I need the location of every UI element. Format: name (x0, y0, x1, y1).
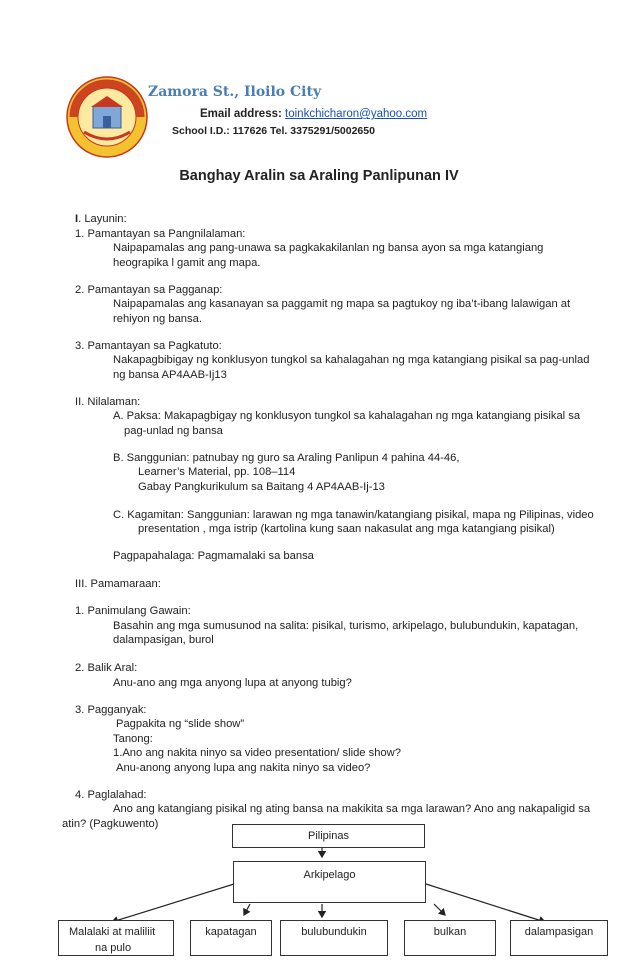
body-line: I. Layunin: (75, 213, 127, 225)
body-line: 1.Ano ang nakita ninyo sa video presentation/ slide show? (113, 747, 401, 759)
diagram-leaf-kapatagan (190, 920, 272, 956)
roman-numeral: I (75, 213, 79, 225)
school-address: Zamora St., Iloilo City (148, 84, 322, 100)
school-id: School I.D.: 117626 Tel. 3375291/5002650 (172, 125, 375, 137)
diagram-leaf-dalampasigan (510, 920, 608, 956)
body-line: atin? (Pagkuwento) (62, 818, 159, 830)
body-line: B. Sanggunian: patnubay ng guro sa Araling Panlipun 4 pahina 44-46, (113, 452, 460, 464)
diagram-leaf-bulkan (404, 920, 496, 956)
body-line: Anu-anong anyong lupa ang nakita ninyo sa video? (116, 762, 371, 774)
email-label: Email address: (200, 108, 282, 120)
diagram-leaf-pulo (58, 920, 174, 956)
body-line: Anu-ano ang mga anyong lupa at anyong tubig? (113, 677, 352, 689)
diagram-box-arkipelago-label: Arkipelago (303, 869, 356, 881)
body-line: Ano ang katangiang pisikal ng ating bansa na makikita sa mga larawan? Ano ang nakapaligid sa (113, 803, 591, 815)
body-line: C. Kagamitan: Sanggunian: larawan ng mga tanawin/katangiang pisikal, mapa ng Pilipinas, video (113, 509, 594, 521)
body-line: Pagpapahalaga: Pagmamalaki sa bansa (113, 550, 314, 562)
body-line: 1. Pamantayan sa Pangnilalaman: (75, 228, 246, 240)
body-line: Pagpakita ng “slide show” (116, 718, 245, 730)
body-line: 1. Panimulang Gawain: (75, 605, 191, 617)
diagram-leaf-bulubundukin (280, 920, 388, 956)
diagram-leaf-dalampasigan-label: dalampasigan (524, 926, 594, 938)
body-line: 3. Pagganyak: (75, 704, 147, 716)
body-line: A. Paksa: Makapagbigay ng konklusyon tungkol sa kahalagahan ng mga katangiang pisikal sa (113, 410, 581, 422)
email-line (200, 108, 427, 120)
body-line: pag-unlad ng bansa (124, 425, 223, 437)
body-line: presentation , mga istrip (kartolina kung saan nakasulat ang mga katangiang pisikal) (138, 523, 555, 535)
body-line: 4. Paglalahad: (75, 789, 147, 801)
diagram-box-arkipelago (233, 861, 426, 903)
body-line: rehiyon ng bansa. (113, 313, 202, 325)
body-line: dalampasigan, burol (113, 634, 214, 646)
email-link[interactable]: toinkchicharon@yahoo.com (285, 108, 428, 120)
body-line: heograpika l gamit ang mapa. (113, 257, 261, 269)
diagram-leaf-bulubundukin-label: bulubundukin (301, 926, 367, 938)
body-line: II. Nilalaman: (75, 396, 141, 408)
diagram-box-pilipinas-label: Pilipinas (308, 830, 349, 842)
body-line: III. Pamamaraan: (75, 578, 161, 590)
body-line: Gabay Pangkurikulum sa Baitang 4 AP4AAB-Ij-13 (138, 481, 385, 493)
body-line: ng bansa AP4AAB-Ij13 (113, 369, 227, 381)
diagram-leaf-kapatagan-label: kapatagan (205, 926, 257, 938)
diagram-leaf-bulkan-label: bulkan (433, 926, 467, 938)
body-line: Basahin ang mga sumusunod na salita: pisikal, turismo, arkipelago, bulubundukin, kapatagan, (113, 620, 579, 632)
diagram-leaf-pulo-line2: na pulo (95, 942, 132, 954)
body-line: 2. Pamantayan sa Pagganap: (75, 284, 223, 296)
diagram-box-pilipinas (232, 824, 425, 848)
body-line: 2. Balik Aral: (75, 662, 138, 674)
school-logo (66, 76, 148, 158)
body-line: Learner’s Material, pp. 108–114 (138, 466, 296, 478)
diagram-leaf-pulo-line1: Malalaki at maliliit (69, 926, 156, 938)
document-title: Banghay Aralin sa Araling Panlipunan IV (179, 168, 459, 184)
body-line: Naipapamalas ang kasanayan sa paggamit ng mapa sa pagtukoy ng iba’t-ibang lalawigan at (113, 298, 571, 310)
body-line: Tanong: (113, 733, 153, 745)
body-line: 3. Pamantayan sa Pagkatuto: (75, 340, 222, 352)
body-line: Nakapagbibigay ng konklusyon tungkol sa kahalagahan ng mga katangiang pisikal sa pag-unlad (113, 354, 590, 366)
body-line: Naipapamalas ang pang-unawa sa pagkakakilanlan ng bansa ayon sa mga katangiang (113, 242, 544, 254)
